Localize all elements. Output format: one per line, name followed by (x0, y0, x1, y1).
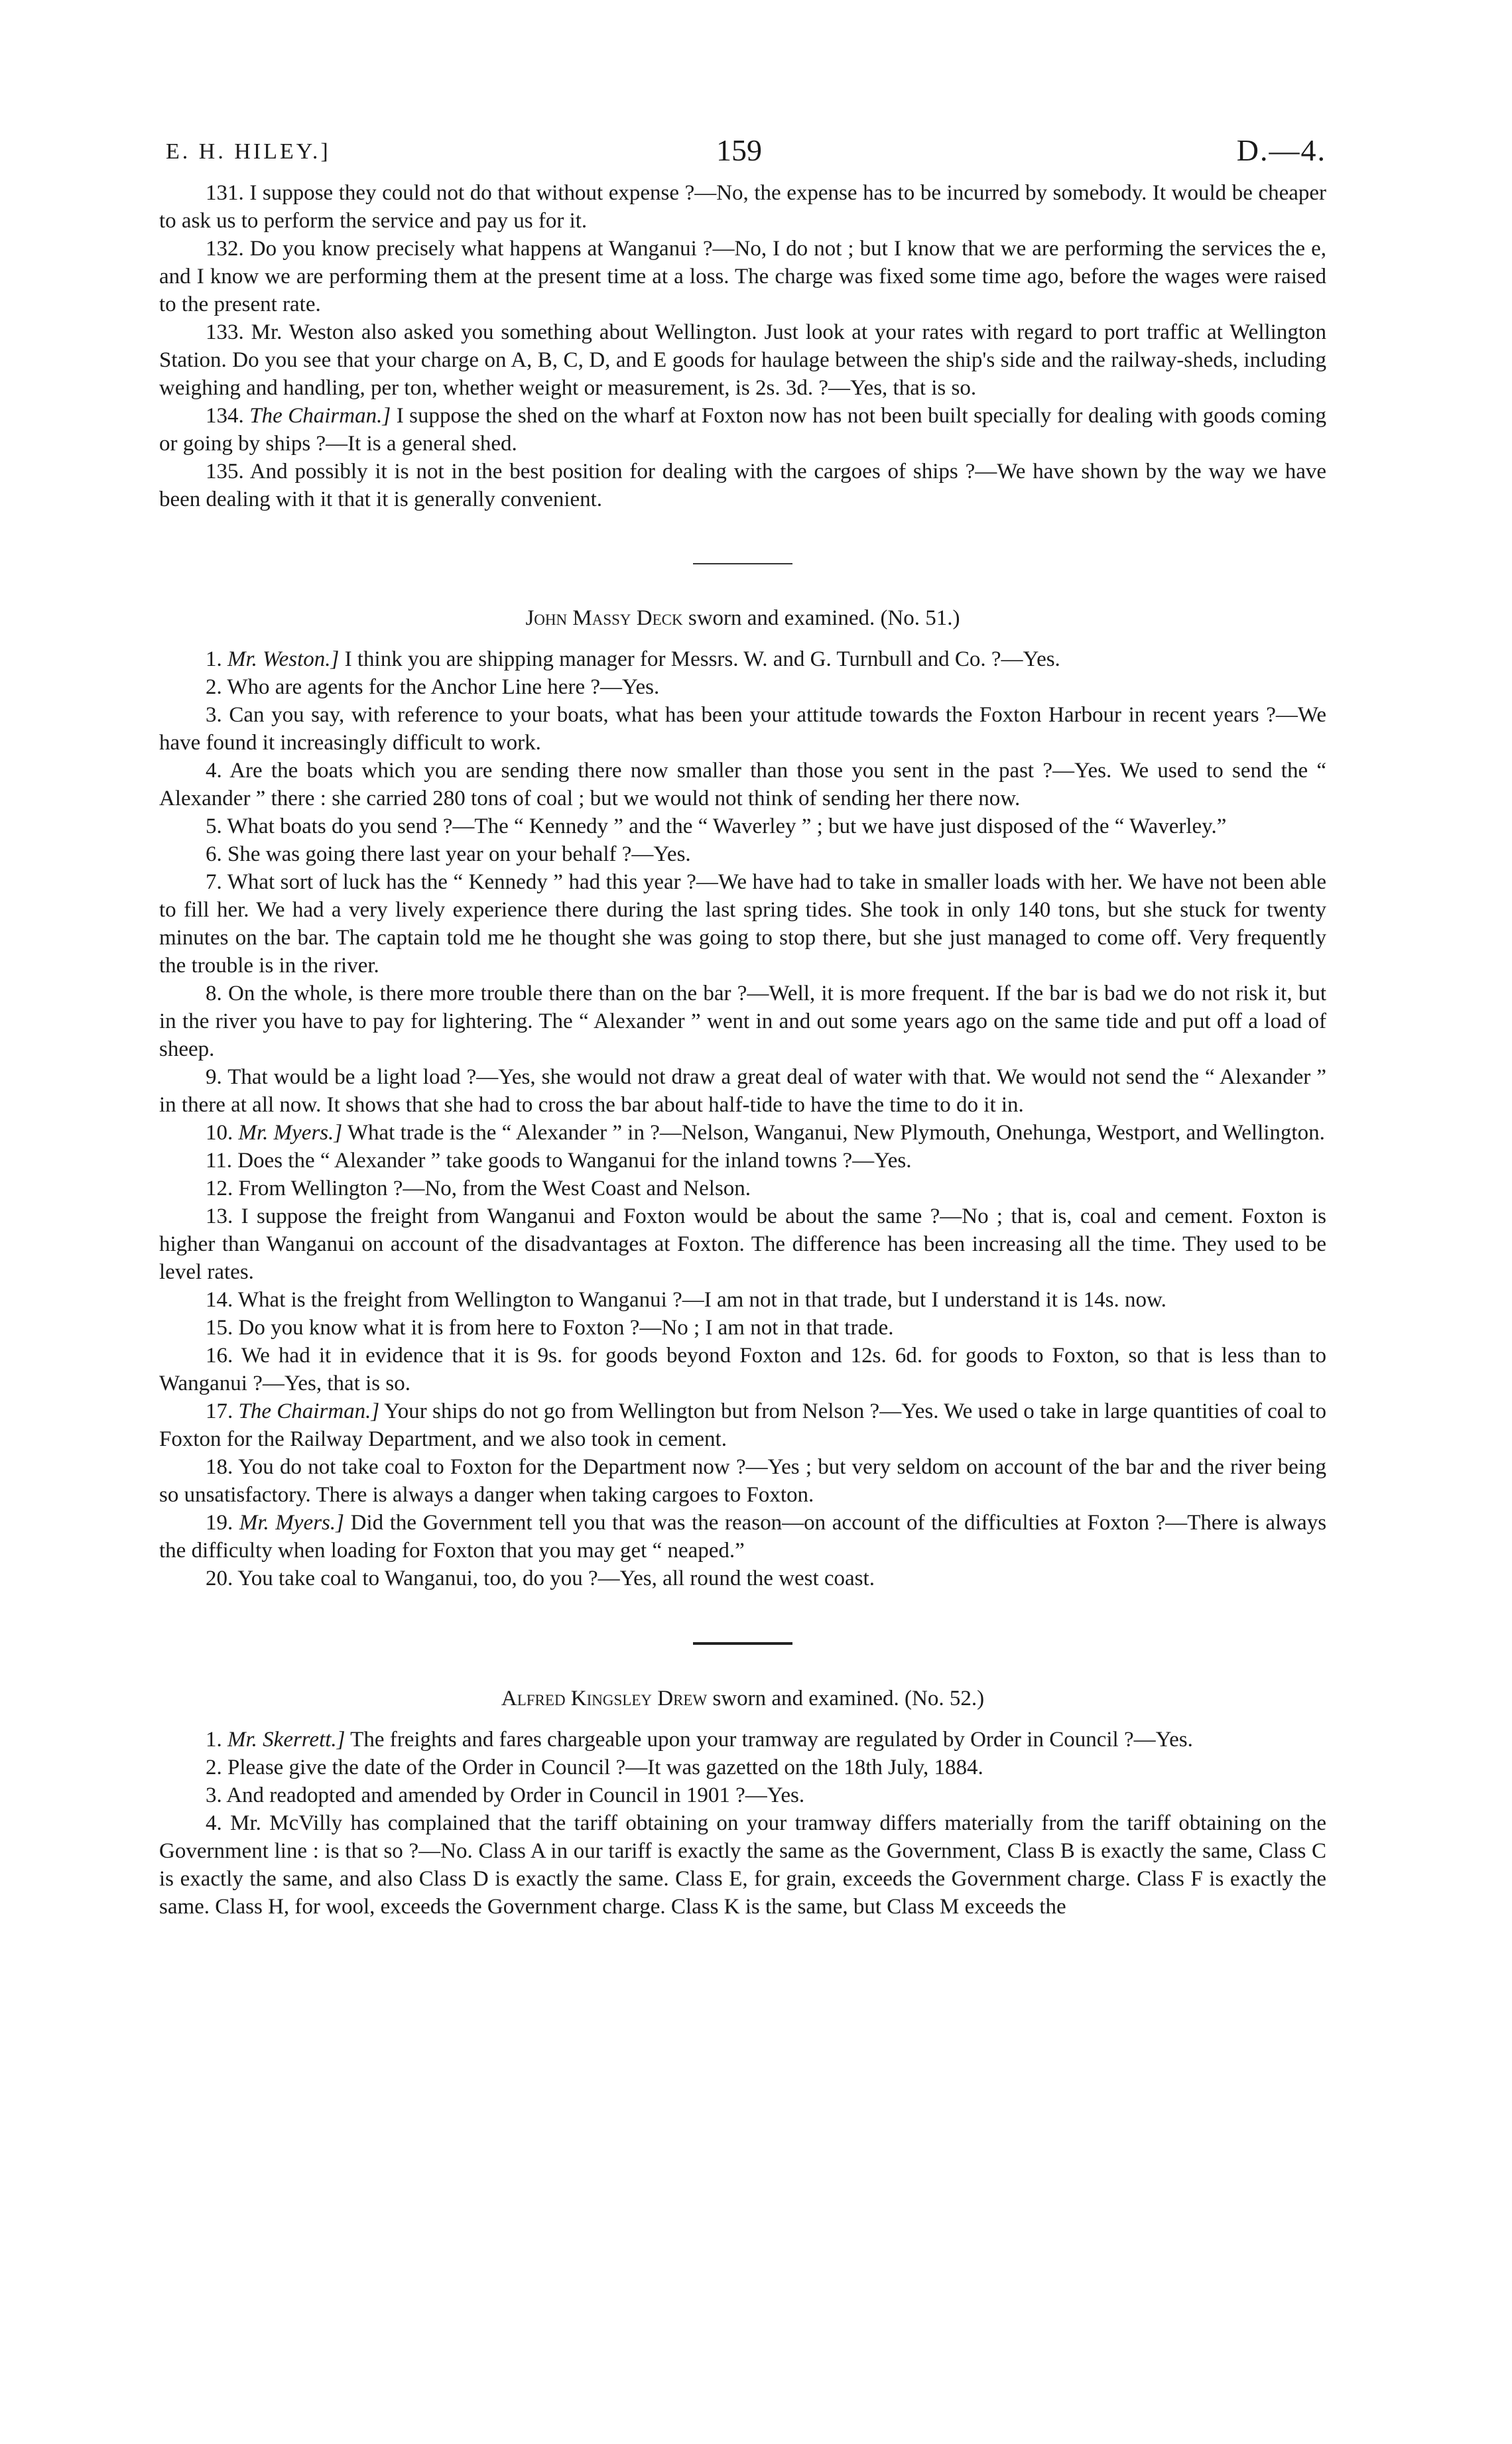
question-number: 3. (206, 703, 222, 727)
question-text: The freights and fares chargeable upon your tramway are regulated by Order in Council ?—Yes. (350, 1728, 1193, 1752)
question-paragraph (159, 980, 1326, 1063)
speaker: Mr. Weston.] (227, 647, 340, 671)
question-number: 15. (206, 1316, 233, 1340)
question-paragraph (159, 1754, 1326, 1781)
question-paragraph (159, 1286, 1326, 1314)
question-number: 17. (206, 1399, 233, 1423)
witness-heading-drew (159, 1685, 1326, 1712)
document-reference: D.—4. (1236, 133, 1326, 167)
question-text: Please give the date of the Order in Council ?—It was gazetted on the 18th July, 1884. (227, 1756, 983, 1779)
question-text: You do not take coal to Foxton for the Department now ?—Yes ; but very seldom on account of the bar and the river being so unsatisfactory. There is always a danger when taking cargoes to Foxton. (159, 1455, 1327, 1507)
question-paragraph (159, 1397, 1326, 1453)
question-number: 10. (206, 1121, 233, 1145)
question-paragraph (159, 458, 1326, 513)
question-number: 135. (206, 460, 244, 483)
page-header (159, 133, 1326, 179)
question-paragraph (159, 840, 1326, 868)
question-number: 1. (206, 647, 222, 671)
question-number: 3. (206, 1783, 222, 1807)
question-text: And possibly it is not in the best position for dealing with the cargoes of ships ?—We have shown by the way we have been dealing with it that it is generally convenient. (159, 460, 1326, 511)
question-text: We had it in evidence that it is 9s. for goods beyond Foxton and 12s. 6d. for goods to Foxton, so that is less than to Wanganui ?—Yes, that is so. (159, 1344, 1326, 1395)
question-paragraph (159, 1453, 1326, 1509)
question-paragraph (159, 1063, 1326, 1119)
question-number: 20. (206, 1567, 233, 1590)
question-paragraph (159, 645, 1326, 673)
section-hiley-continued (159, 179, 1326, 513)
question-text: What is the freight from Wellington to Wanganui ?—I am not in that trade, but I understand it is 14s. now. (237, 1288, 1166, 1312)
question-text: Mr. Weston also asked you something about Wellington. Just look at your rates with regard to port traffic at Wellington Station. Do you see that your charge on A, B, C, D, and E goods for haulage between the ship's side and the railway-sheds, including weighing and handling, per ton, whether weight or measurement, is 2s. 3d. ?—Yes, that is so. (159, 320, 1327, 400)
question-text: And readopted and amended by Order in Council in 1901 ?—Yes. (226, 1783, 805, 1807)
question-text: From Wellington ?—No, from the West Coast and Nelson. (238, 1177, 751, 1200)
question-paragraph (159, 1509, 1326, 1565)
question-number: 134. (206, 404, 244, 428)
witness-heading-deck (159, 604, 1326, 632)
question-paragraph (159, 1314, 1326, 1342)
question-number: 19. (206, 1511, 233, 1535)
witness-name: John Massy Deck (525, 606, 683, 630)
question-paragraph (159, 1565, 1326, 1592)
question-text: Does the “ Alexander ” take goods to Wanganui for the inland towns ?—Yes. (237, 1149, 912, 1173)
question-number: 16. (206, 1344, 233, 1368)
question-text: Did the Government tell you that was the reason—on account of the difficulties at Foxton ?—There is always the difficulty when loading for Foxton that you may get “ neaped.” (159, 1511, 1327, 1563)
page-number: 159 (716, 133, 762, 167)
question-paragraph (159, 673, 1326, 701)
question-paragraph (159, 1726, 1326, 1754)
question-text: What boats do you send ?—The “ Kennedy ” and the “ Waverley ” ; but we have just disposed of the “ Waverley.” (227, 814, 1227, 838)
question-text: I suppose the freight from Wanganui and Foxton would be about the same ?—No ; that is, coal and cement. Foxton is higher than Wanganui on account of the disadvantages at Foxton. The difference has been increasing all the time. They used to be level rates. (159, 1204, 1326, 1284)
question-number: 131. (206, 181, 244, 205)
question-paragraph (159, 1147, 1326, 1175)
speaker: The Chairman.] (238, 1399, 380, 1423)
question-paragraph (159, 868, 1326, 980)
question-paragraph (159, 1781, 1326, 1809)
header-witness: E. H. HILEY.] (166, 139, 331, 164)
question-paragraph (159, 402, 1326, 458)
question-number: 12. (206, 1177, 233, 1200)
question-number: 5. (206, 814, 222, 838)
speaker: Mr. Myers.] (238, 1121, 343, 1145)
question-text: Mr. McVilly has complained that the tariff obtaining on your tramway differs materially from the tariff obtaining on the Government line : is that so ?—No. Class A in our tariff is exactly the same as the Government, Class B is exactly the same, Class C is exactly the same, and also Class D is exactly the same. Class E, for grain, exceeds the Government charge. Class F is exactly the same. Class H, for wool, exceeds the Government charge. Class K is the same, but Class M exceeds the (159, 1811, 1326, 1919)
question-number: 7. (206, 870, 222, 894)
question-number: 18. (206, 1455, 233, 1479)
witness-name: Alfred Kingsley Drew (501, 1687, 708, 1710)
question-paragraph (159, 1175, 1326, 1202)
speaker: The Chairman.] (249, 404, 391, 428)
question-number: 4. (206, 759, 222, 783)
question-paragraph (159, 701, 1326, 757)
document-page (159, 133, 1326, 1921)
question-paragraph (159, 1342, 1326, 1397)
question-text: Who are agents for the Anchor Line here ?—Yes. (227, 675, 660, 699)
question-paragraph (159, 1119, 1326, 1147)
witness-heading-suffix: sworn and examined. (No. 51.) (688, 606, 960, 630)
witness-heading-suffix: sworn and examined. (No. 52.) (712, 1687, 985, 1710)
question-paragraph (159, 1202, 1326, 1286)
question-text: Do you know what it is from here to Foxton ?—No ; I am not in that trade. (238, 1316, 894, 1340)
question-text: I suppose the shed on the wharf at Foxton now has not been built specially for dealing with goods coming or going by ships ?—It is a general shed. (159, 404, 1327, 456)
question-paragraph (159, 235, 1326, 318)
question-paragraph (159, 1809, 1326, 1921)
question-paragraph (159, 318, 1326, 402)
question-number: 14. (206, 1288, 233, 1312)
question-number: 1. (206, 1728, 222, 1752)
speaker: Mr. Skerrett.] (227, 1728, 346, 1752)
question-text: On the whole, is there more trouble there than on the bar ?—Well, it is more frequent. If the bar is bad we do not risk it, but in the river you have to pay for lightering. The “ Alexander ” went in and out some years ago on the same tide and put off a load of sheep. (159, 982, 1326, 1061)
question-text: That would be a light load ?—Yes, she would not draw a great deal of water with that. We would not send the “ Alexander ” in there at all now. It shows that she had to cross the bar about half-tide to have the time to do it in. (159, 1065, 1327, 1117)
question-paragraph (159, 757, 1326, 812)
question-number: 2. (206, 1756, 222, 1779)
question-text: Do you know precisely what happens at Wanganui ?—No, I do not ; but I know that we are performing the services the e, and I know we are performing them at the present time at a loss. The charge was fixed some time ago, before the wages were raised to the present rate. (159, 237, 1327, 316)
speaker: Mr. Myers.] (239, 1511, 344, 1535)
question-number: 4. (206, 1811, 222, 1835)
question-text: You take coal to Wanganui, too, do you ?—Yes, all round the west coast. (237, 1567, 875, 1590)
question-number: 8. (206, 982, 222, 1005)
question-number: 2. (206, 675, 222, 699)
question-number: 132. (206, 237, 244, 261)
question-text: Your ships do not go from Wellington but from Nelson ?—Yes. We used o take in large quantities of coal to Foxton for the Railway Department, and we also took in cement. (159, 1399, 1326, 1451)
section-deck-examination (159, 645, 1326, 1592)
question-number: 6. (206, 842, 222, 866)
question-text: Are the boats which you are sending there now smaller than those you sent in the past ?—Yes. We used to send the “ Alexander ” there : she carried 280 tons of coal ; but we would not think of sending her there now. (159, 759, 1327, 810)
question-text: I suppose they could not do that without expense ?—No, the expense has to be incurred by somebody. It would be cheaper to ask us to perform the service and pay us for it. (159, 181, 1326, 233)
question-number: 133. (206, 320, 244, 344)
question-number: 11. (206, 1149, 233, 1173)
question-text: What sort of luck has the “ Kennedy ” had this year ?—We have had to take in smaller loads with her. We have not been able to fill her. We had a very lively experience there during the last spring tides. She took in only 140 tons, but she stuck for twenty minutes on the bar. The captain told me he thought she was going to stop there, but she just managed to come off. Very frequently the trouble is in the river. (159, 870, 1326, 978)
question-text: What trade is the “ Alexander ” in ?—Nelson, Wanganui, New Plymouth, Onehunga, Westport, and Wellington. (347, 1121, 1325, 1145)
question-text: Can you say, with reference to your boats, what has been your attitude towards the Foxton Harbour in recent years ?—We have found it increasingly difficult to work. (159, 703, 1327, 755)
question-text: She was going there last year on your behalf ?—Yes. (227, 842, 691, 866)
question-paragraph (159, 812, 1326, 840)
question-text: I think you are shipping manager for Messrs. W. and G. Turnbull and Co. ?—Yes. (344, 647, 1060, 671)
question-number: 13. (206, 1204, 233, 1228)
section-drew-examination (159, 1726, 1326, 1921)
question-paragraph (159, 179, 1326, 235)
question-number: 9. (206, 1065, 222, 1089)
